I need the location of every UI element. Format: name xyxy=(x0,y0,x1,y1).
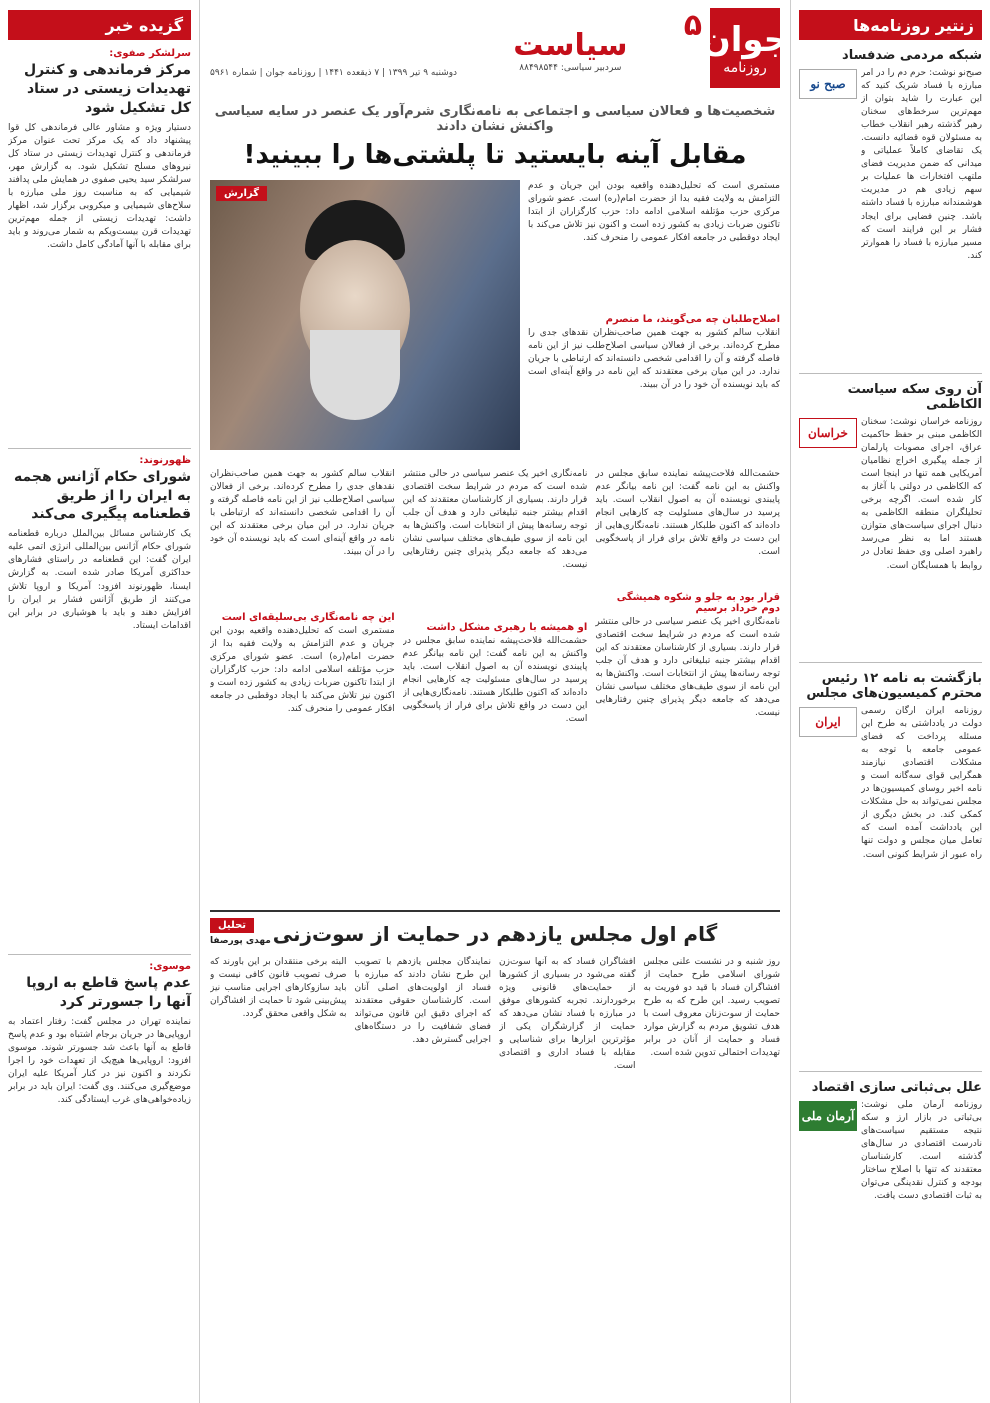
main-column xyxy=(200,0,790,1403)
news-item xyxy=(8,961,191,1316)
main-story-columns xyxy=(210,468,780,900)
masthead xyxy=(210,8,789,100)
news-text: دستیار ویژه و مشاور عالی فرماندهی کل قوا پیشنهاد داد که یک مرکز تحت عنوان مرکز فرماندهی و کنترل تهدیدات زیستی در ستاد کل نیروهای مسلح تشکیل شود. به گزارش مهر، سرلشکر سید یحیی صفوی در همایش ملی پدافند شیمیایی که به مناسبت روز ملی مبارزه با سلاح‌های شیمیایی و میکروبی برگزار شد، اظهار داشت: تهدیدات زیستی از جمله مهم‌ترین تهدیدات قرن بیست‌ویکم به شمار می‌روند و باید برای مقابله با آنها آمادگی کامل داشت. xyxy=(8,122,191,251)
article-text: نامه‌نگاری اخیر یک عنصر سیاسی در حالی منتشر شده است که مردم در شرایط سخت اقتصادی قرار دارند. بسیاری از کارشناسان معتقدند که این اقدام بیشتر جنبه تبلیغاتی دارد و هدف آن جلب توجه رسانه‌ها پیش از انتخابات است. واکنش‌ها به این نامه از سوی طیف‌های مختلف سیاسی نشان می‌دهد که جامعه دیگر پذیرای چنین رفتارهایی نیست. xyxy=(402,469,588,571)
article-subheading: این چه نامه‌نگاری بی‌سلیقه‌ای است xyxy=(221,612,395,623)
news-title: شورای حکام آژانس هجمه به ایران را از طریق قطعنامه پیگیری می‌کند xyxy=(14,468,191,523)
article-text: نمایندگان مجلس یازدهم با تصویب این طرح نشان دادند که مبارزه با فساد از اولویت‌های اصلی آنان است. کارشناسان حقوقی معتقدند که اجرای دقیق این قانون می‌تواند فضای شفافیت را در دستگاه‌های اجرایی گسترش دهد. xyxy=(354,957,491,1046)
author-name: مهدی پورصفا xyxy=(210,936,271,946)
left-column xyxy=(0,0,200,1403)
newspaper-logo: آرمان ملی xyxy=(799,1101,857,1131)
article-text: حشمت‌الله فلاحت‌پیشه نماینده سابق مجلس در واکنش به این نامه گفت: این نامه بیانگر عدم پایبندی نویسنده آن به اصول انقلاب است. باید پرسید در سال‌های مسئولیت چه کارهایی انجام داده‌اند که اکنون طلبکار هستند. نامه‌نگاری‌هایی از این دست در واقع تلاش برای فرار از پاسخگویی است. xyxy=(595,469,780,558)
article-text: روز شنبه و در نشست علنی مجلس شورای اسلامی طرح حمایت از افشاگران فساد با قید دو فوریت به تصویب رسید. این طرح که به طرح حمایت از سوت‌زنان معروف است با هدف تشویق مردم به گزارش موارد فساد و حمایت از آنان در برابر تهدیدات احتمالی تدوین شده است. xyxy=(643,957,780,1059)
issue-meta: دوشنبه ۹ تیر ۱۳۹۹ | ۷ ذیقعده ۱۴۴۱ | روزنامه جوان | شماره ۵۹۶۱ xyxy=(210,68,458,78)
lead-photo xyxy=(210,180,520,450)
report-badge: گزارش xyxy=(216,186,267,201)
left-section-banner: گزیده خبر xyxy=(8,10,191,40)
main-story-headline: مقابل آینه بایستید تا پلشتی‌ها را ببینید! xyxy=(243,140,747,170)
section-subtitle: سردبیر سیاسی: ۸۸۴۹۸۵۴۴ xyxy=(519,63,622,73)
news-kicker: ظهورنوند: xyxy=(139,454,191,466)
main-story-top xyxy=(210,180,780,460)
article-text: مستمری است که تحلیل‌دهنده واقعیه بودن این جریان و عدم التزامش به ولایت فقیه بدا از حضرت امام(ره) است. عضو شورای مرکزی حزب مؤتلفه اسلامی ادامه داد: حزب کارگزاران از ابتدا تاکنون ضربات زیادی به کشور زده است و اکنون نیز تلاش می‌کند با ایجاد دوقطبی در جامعه افکار عمومی را منحرف کند. xyxy=(528,181,780,244)
press-item-title: علل بی‌ثباتی سازی اقتصاد xyxy=(811,1080,982,1095)
press-item-text: روزنامه خراسان نوشت: سخنان الکاظمی مبنی بر حفظ حاکمیت عراق، اجرای مصوبات پارلمان از جمله پیگیری اخراج نظامیان آمریکایی همه تنها در اینجا است که الکاظمی در دولتی با آغاز به کار شده است. اگرچه برخی تحلیلگران منطقه الکاظمی به دنبال اجرای سیاست‌های متوازن هستند اما به نظر می‌رسد راهبرد اصلی وی حفظ تعادل در روابط با همسایگان است. xyxy=(861,417,982,571)
article-text: حشمت‌الله فلاحت‌پیشه نماینده سابق مجلس در واکنش به این نامه گفت: این نامه بیانگر عدم پایبندی نویسنده آن به اصول انقلاب است. باید پرسید در سال‌های مسئولیت چه کارهایی انجام داده‌اند که اکنون طلبکار هستند. نامه‌نگاری‌هایی از این دست در واقع تلاش برای فرار از پاسخگویی است. xyxy=(402,636,588,725)
second-story xyxy=(210,910,780,1300)
article-subheading: او همیشه با رهبری مشکل داشت xyxy=(426,622,588,633)
news-text: نماینده تهران در مجلس گفت: رفتار اعتماد به اروپایی‌ها در جریان برجام اشتباه بود و عدم پاسخ قاطع به آنها باعث شد جسورتر شوند. موسوی افزود: اروپایی‌ها هیچ‌یک از تعهدات خود را اجرا نکردند و اکنون نیز در کنار آمریکا علیه ایران موضع‌گیری می‌کنند. وی گفت: ایران باید در برابر زیاده‌خواهی‌های غرب ایستادگی کند. xyxy=(8,1017,191,1106)
newspaper-logo: ایران xyxy=(799,707,857,737)
article-subheading: اصلاح‌طلبان چه می‌گویند، ما منصرم xyxy=(605,314,780,325)
news-item xyxy=(8,455,191,949)
article-text: افشاگران فساد که به آنها سوت‌زن گفته می‌شود در بسیاری از کشورها از حمایت‌های قانونی ویژه برخوردارند. تجربه کشورهای موفق در مبارزه با فساد نشان می‌دهد که حمایت از گزارشگران یکی از مؤثرترین ابزارها برای شناسایی و مقابله با فساد اداری و اقتصادی است. xyxy=(499,957,636,1072)
press-item-text: روزنامه آرمان ملی نوشت: بی‌ثباتی در بازار ارز و سکه نتیجه مستقیم سیاست‌های نادرست اقتصادی در سال‌های گذشته است. کارشناسان معتقدند که تنها با اصلاح ساختار بودجه و کنترل نقدینگی می‌توان به ثبات اقتصادی دست یافت. xyxy=(861,1100,982,1202)
press-item-text: صبح‌نو نوشت: حرم دم را در امر مبارزه با فساد شریک کنید که این عبارت را شاید بتوان از مهم‌ترین سرخط‌های سخنان رهبر گذشته رهبر انقلاب خطاب به مسئولان قوه قضائیه دانست. یک تقاضای کاملاً عملیاتی و میدانی که ضمن مدیریت فضای ملتهب افتخارات ها عملیات بر سهم زیادی هم در مدیریت هوشمندانه مبارزه با فساد داشته باشد. چنین فضایی برای ایجاد فشار بر این فرایند است که مسیر مبارزه با فساد را هموارتر کند. xyxy=(861,68,982,261)
news-title: عدم پاسخ قاطع به اروپا آنها را جسورتر کرد xyxy=(26,975,191,1011)
analysis-badge: تحلیل xyxy=(210,918,254,933)
article-text: انقلاب سالم کشور به جهت همین صاحب‌نظران نقدهای جدی را مطرح کرده‌اند. برخی از فعالان سیاسی اصلاح‌طلب نیز از این نامه فاصله گرفته و آن را اقدامی شخصی دانسته‌اند که ارتباطی با جریان ندارد. در این میان برخی معتقدند که این نامه در واقع آینه‌ای است که باید نویسنده آن خود را در آن ببیند. xyxy=(528,328,780,391)
press-item-title: بازگشت به نامه ۱۲ رئیس محترم کمیسیون‌های مجلس xyxy=(806,671,982,701)
second-story-columns xyxy=(210,956,780,1300)
main-story-kicker: شخصیت‌ها و فعالان سیاسی و اجتماعی به نامه‌نگاری شرم‌آور یک عنصر در سایه سیاسی واکنش نشان دادند xyxy=(214,104,776,134)
press-item xyxy=(799,671,982,1065)
newspaper-logo: خراسان xyxy=(799,418,857,448)
article-text: انقلاب سالم کشور به جهت همین صاحب‌نظران نقدهای جدی را مطرح کرده‌اند. برخی از فعالان سیاسی اصلاح‌طلب نیز از این نامه فاصله گرفته و آن را اقدامی شخصی دانسته‌اند که ارتباطی با جریان ندارد. در این میان برخی معتقدند که این نامه در واقع آینه‌ای است که باید نویسنده آن خود را در آن ببیند. xyxy=(209,469,395,558)
divider xyxy=(799,662,982,663)
press-item xyxy=(799,1080,982,1339)
article-text: البته برخی منتقدان بر این باورند که صرف تصویب قانون کافی نیست و باید سازوکارهای اجرایی مناسب نیز پیش‌بینی شود تا حمایت از افشاگران به شکل واقعی محقق گردد. xyxy=(210,957,347,1020)
newspaper-logo xyxy=(701,8,789,88)
news-kicker: سرلشکر صفوی: xyxy=(109,48,191,59)
divider xyxy=(8,954,191,955)
article-column xyxy=(595,468,780,900)
news-item xyxy=(8,48,191,442)
divider xyxy=(8,448,191,449)
article-text: مستمری است که تحلیل‌دهنده واقعیه بودن این جریان و عدم التزامش به ولایت فقیه بدا از حضرت امام(ره) است. عضو شورای مرکزی حزب مؤتلفه اسلامی ادامه داد: حزب کارگزاران از ابتدا تاکنون ضربات زیادی به کشور زده است و اکنون نیز تلاش می‌کند با ایجاد دوقطبی در جامعه افکار عمومی را منحرف کند. xyxy=(209,626,395,715)
right-section-banner: زنتیر روزنامه‌ها xyxy=(799,10,982,40)
news-title: مرکز فرماندهی و کنترل تهدیدات زیستی در ستاد کل تشکیل شود xyxy=(24,62,191,116)
logo-subtext: روزنامه xyxy=(723,60,767,76)
article-column xyxy=(403,468,588,900)
logo-text: جوان xyxy=(701,20,789,60)
divider xyxy=(799,373,982,374)
news-text: یک کارشناس مسائل بین‌الملل درباره قطعنامه شورای حکام آژانس بین‌المللی انرژی اتمی علیه ایران گفت: این قطعنامه در راستای فشارهای حداکثری آمریکا صادر شده است. به گزارش ایسنا، ظهورنوند افزود: آمریکا و اروپا تلاش می‌کنند از طریق آژانس فشار بر ایران را افزایش دهند و باید با هوشیاری در برابر این اقدامات ایستاد. xyxy=(8,529,191,631)
article-column xyxy=(210,468,395,900)
press-item-title: شبکه مردمی ضدفساد xyxy=(842,48,982,63)
press-item-title: آن روی سکه سیاست الکاظمی xyxy=(847,382,982,412)
article-text: نامه‌نگاری اخیر یک عنصر سیاسی در حالی منتشر شده است که مردم در شرایط سخت اقتصادی قرار دارند. بسیاری از کارشناسان معتقدند که این اقدام بیشتر جنبه تبلیغاتی دارد و هدف آن جلب توجه رسانه‌ها پیش از انتخابات است. واکنش‌ها به این نامه از سوی طیف‌های مختلف سیاسی نشان می‌دهد که جامعه دیگر پذیرای چنین رفتارهایی نیست. xyxy=(595,617,780,719)
press-item xyxy=(799,382,982,656)
press-item-text: روزنامه ایران ارگان رسمی دولت در یادداشتی به طرح این مسئله پرداخت که فضای عمومی جامعه با توجه به مشکلات اقتصادی نیازمند همگرایی قوای سه‌گانه است و نامه اخیر روسای کمیسیون‌ها در مجلس نمی‌تواند به حل مشکلات کمکی کند. در بخش دیگری از این یادداشت آمده است که تعامل میان مجلس و دولت تنها راه عبور از شرایط کنونی است. xyxy=(861,706,982,860)
page-number: ۵ xyxy=(683,8,702,43)
divider xyxy=(799,1071,982,1072)
press-item xyxy=(799,48,982,367)
main-story-intro xyxy=(528,180,780,460)
news-kicker: موسوی: xyxy=(149,961,191,973)
right-column xyxy=(790,0,990,1403)
newspaper-logo: صبح نو xyxy=(799,69,857,99)
section-title xyxy=(513,28,627,73)
second-story-headline: گام اول مجلس یازدهم در حمایت از سوت‌زنی xyxy=(272,922,718,946)
section-name: سیاست xyxy=(513,28,628,63)
photo-shape xyxy=(310,330,400,420)
article-subheading: قرار بود به جلو و شکوه همیشگی دوم خرداد برسیم xyxy=(616,592,780,614)
